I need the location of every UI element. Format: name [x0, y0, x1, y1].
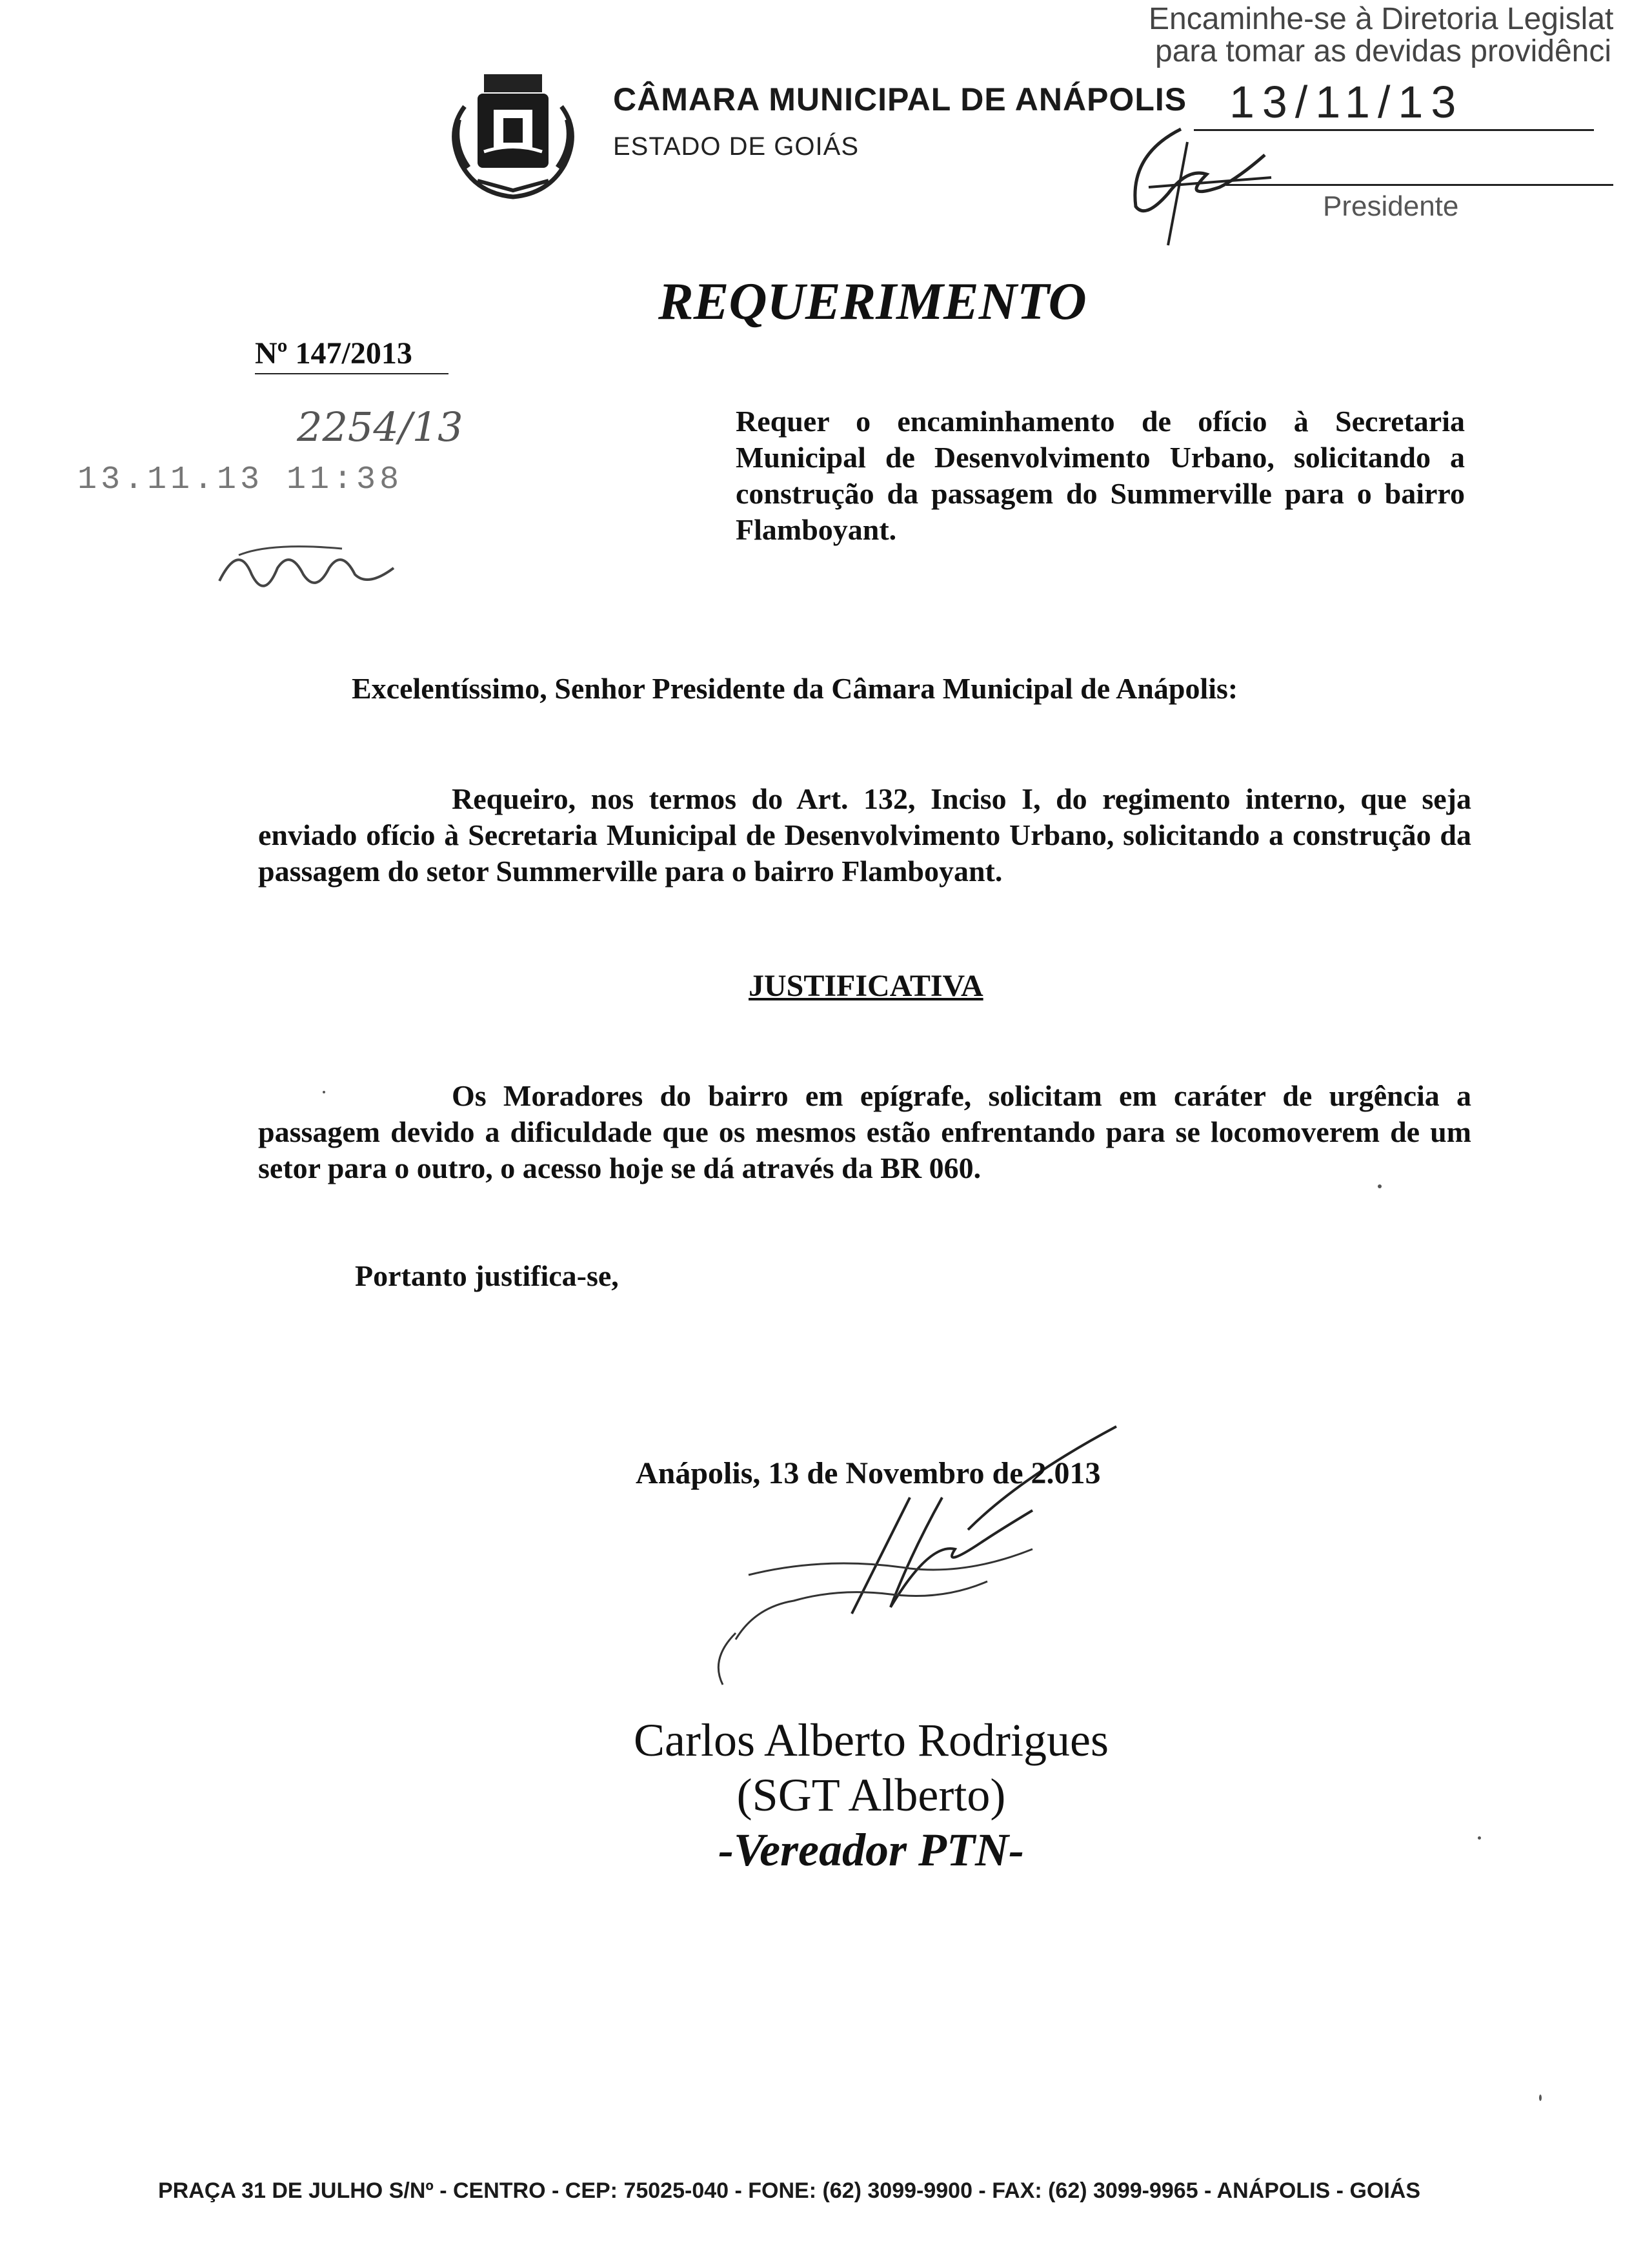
- protocol-number: 2254/13: [297, 403, 463, 451]
- footer-address: PRAÇA 31 DE JULHO S/Nº - CENTRO - CEP: 75025-040 - FONE: (62) 3099-9900 - FAX: (62) 3099-9965 - ANÁPOLIS - GOIÁS: [158, 2178, 1421, 2203]
- signatory-role: -Vereador PTN-: [718, 1824, 1024, 1876]
- dispatch-stamp-line-2: para tomar as devidas providênci: [1155, 34, 1612, 68]
- closing-line: Portanto justifica-se,: [355, 1259, 619, 1292]
- protocol-stamp: [52, 387, 503, 633]
- document-number-underline: [255, 373, 448, 374]
- president-signature-icon: [1110, 116, 1278, 265]
- dispatch-stamp-line-1: Encaminhe-se à Diretoria Legislat: [1149, 2, 1614, 36]
- dispatch-date: 13/11/13: [1229, 77, 1464, 127]
- document-number: Nº 147/2013: [255, 336, 412, 370]
- organization-name: CÂMARA MUNICIPAL DE ANÁPOLIS: [613, 81, 1187, 117]
- scan-speck: [1378, 1184, 1382, 1188]
- organization-state: ESTADO DE GOIÁS: [613, 132, 859, 161]
- request-summary: Requer o encaminhamento de ofício à Secretaria Municipal de Desenvolvimento Urbano, solicitando a construção da passagem do Summerville para o bairro Flamboyant.: [736, 405, 1465, 546]
- municipal-crest-icon: [439, 61, 587, 200]
- place-and-date: Anápolis, 13 de Novembro de 2.013: [636, 1456, 1101, 1490]
- scan-speck: [323, 1091, 325, 1093]
- justification-heading: JUSTIFICATIVA: [749, 969, 983, 1003]
- signatory-name: Carlos Alberto Rodrigues: [634, 1714, 1109, 1766]
- scan-speck: [1539, 2095, 1542, 2101]
- dispatch-signature-line: [1226, 184, 1613, 186]
- signatory-nickname: (SGT Alberto): [736, 1769, 1006, 1821]
- justification-paragraph: Os Moradores do bairro em epígrafe, solicitam em caráter de urgência a passagem devido a dificuldade que os mesmos estão enfrentando para se locomoverem de um setor para o outro, o acesso hoje se dá através da BR 060.: [258, 1079, 1471, 1184]
- document-title: REQUERIMENTO: [658, 272, 1087, 330]
- salutation: Excelentíssimo, Senhor Presidente da Câmara Municipal de Anápolis:: [352, 672, 1238, 705]
- scan-speck: [1478, 1836, 1481, 1840]
- request-paragraph: Requeiro, nos termos do Art. 132, Inciso I, do regimento interno, que seja enviado ofício à Secretaria Municipal de Desenvolvimento Urbano, solicitando a construção da passagem do setor Summerville para o bairro Flamboyant.: [258, 782, 1471, 888]
- protocol-date: 13.11.13 11:38: [77, 462, 403, 498]
- dispatch-signature-label: Presidente: [1323, 190, 1459, 222]
- protocol-initials-icon: [213, 529, 419, 607]
